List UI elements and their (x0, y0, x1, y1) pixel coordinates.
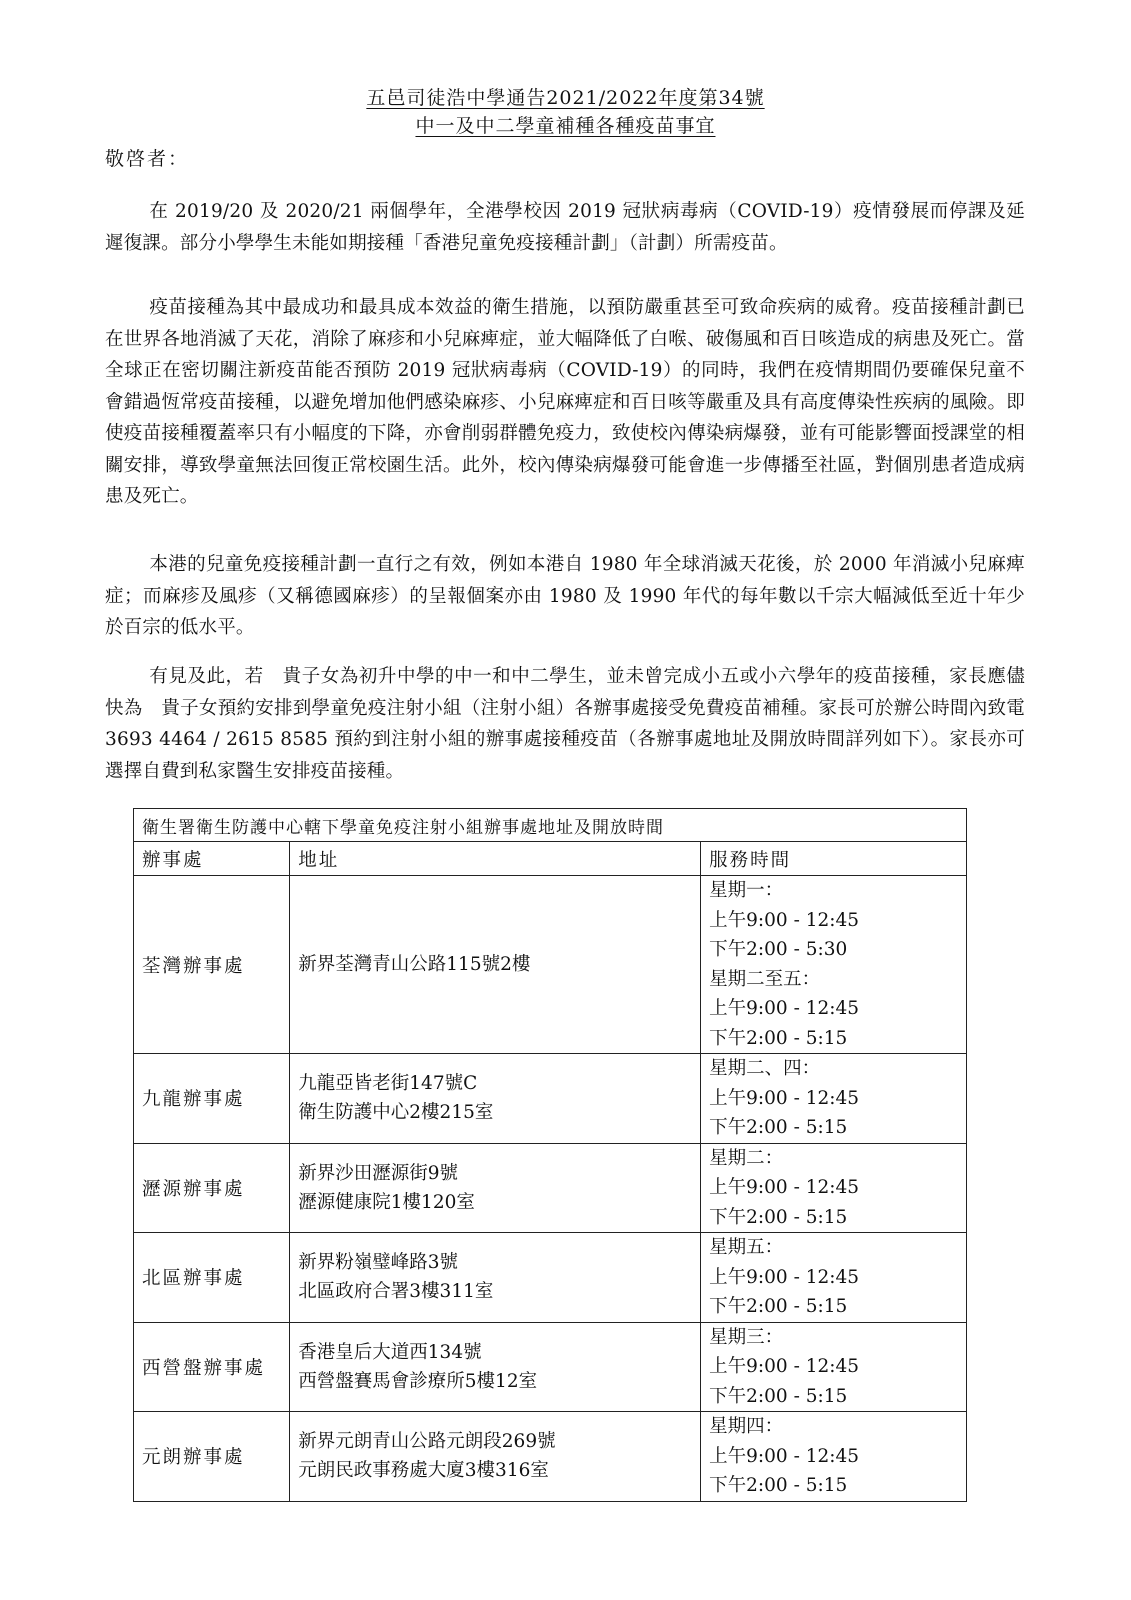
table-row (134, 1412, 967, 1502)
office-name: 西營盤辦事處 (134, 1322, 290, 1412)
office-address (290, 1233, 701, 1323)
table-row (134, 876, 967, 1054)
table-row (134, 1143, 967, 1233)
notice-subtitle: 中一及中二學童補種各種疫苗事宜 (415, 115, 716, 137)
hours-line: 下午2:00 - 5:15 (709, 1385, 848, 1407)
table-row (134, 1322, 967, 1412)
hours-line: 下午2:00 - 5:15 (709, 1027, 848, 1049)
address-line: 北區政府合署3樓311室 (298, 1281, 494, 1303)
hours-line: 星期三： (709, 1326, 784, 1348)
hours-line: 上午9:00 - 12:45 (709, 1177, 860, 1198)
address-line: 新界荃灣青山公路115號2樓 (298, 954, 531, 975)
address-line: 香港皇后大道西134號 (298, 1341, 482, 1363)
table-row (134, 1054, 967, 1144)
paragraph-3: 本港的兒童免疫接種計劃一直行之有效，例如本港自 1980 年全球消滅天花後，於 2000 年消滅小兒麻痺症；而麻疹及風疹（又稱德國麻疹）的呈報個案亦由 1980 及 1990 年代的每年數以千宗大幅減低至近十年少於百宗的低水平。 (105, 554, 1025, 638)
paragraph-2: 疫苗接種為其中最成功和最具成本效益的衛生措施，以預防嚴重甚至可致命疾病的威脅。疫苗接種計劃已在世界各地消滅了天花，消除了麻疹和小兒麻痺症，並大幅降低了白喉、破傷風和百日咳造成的病患及死亡。當全球正在密切關注新疫苗能否預防 2019 冠狀病毒病（COVID-19）的同時，我們在疫情期間仍要確保兒童不會錯過恆常疫苗接種，以避免增加他們感染麻疹、小兒麻痺症和百日咳等嚴重及具有高度傳染性疾病的風險。即使疫苗接種覆蓋率只有小幅度的下降，亦會削弱群體免疫力，致使校內傳染病爆發，並有可能影響面授課堂的相關安排，導致學童無法回復正常校園生活。此外，校內傳染病爆發可能會進一步傳播至社區，對個別患者造成病患及死亡。 (105, 297, 1025, 507)
paragraph-4: 有見及此，若 貴子女為初升中學的中一和中二學生，並未曾完成小五或小六學年的疫苗接種，家長應儘快為 貴子女預約安排到學童免疫注射小組（注射小組）各辦事處接受免費疫苗補種。家長可於辦公時間內致電 3693 4464 / 2615 8585 預約到注射小組的辦事處接種疫苗（各辦事處地址及開放時間詳列如下）。家長亦可選擇自費到私家醫生安排疫苗接種。 (105, 666, 1025, 782)
hours-line: 下午2:00 - 5:15 (709, 1296, 848, 1317)
salutation: 敬啓者： (105, 148, 190, 170)
hours-line: 上午9:00 - 12:45 (709, 909, 860, 931)
notice-title-block (0, 84, 1131, 140)
office-name: 元朗辦事處 (134, 1412, 290, 1502)
office-hours (701, 1322, 967, 1412)
hours-line: 星期二： (709, 1147, 784, 1169)
hours-line: 星期四： (709, 1416, 784, 1437)
address-line: 元朗民政事務處大廈3樓316室 (298, 1460, 549, 1482)
hours-line: 上午9:00 - 12:45 (709, 1445, 860, 1467)
hours-line: 上午9:00 - 12:45 (709, 1266, 860, 1288)
hours-line: 上午9:00 - 12:45 (709, 998, 860, 1019)
address-line: 九龍亞皆老街147號C (298, 1073, 478, 1095)
hours-line: 上午9:00 - 12:45 (709, 1087, 860, 1109)
office-address (290, 1054, 701, 1144)
office-hours (701, 1412, 967, 1502)
address-line: 新界元朗青山公路元朗段269號 (298, 1431, 556, 1453)
office-name: 瀝源辦事處 (134, 1143, 290, 1233)
office-name: 九龍辦事處 (134, 1054, 290, 1144)
office-table (133, 808, 967, 1502)
hours-line: 星期二至五： (709, 968, 821, 990)
address-line: 新界沙田瀝源街9號 (298, 1162, 459, 1184)
hours-line: 下午2:00 - 5:15 (709, 1206, 848, 1228)
hours-line: 下午2:00 - 5:15 (709, 1117, 848, 1138)
paragraph-1: 在 2019/20 及 2020/21 兩個學年，全港學校因 2019 冠狀病毒病（COVID-19）疫情發展而停課及延遲復課。部分小學學生未能如期接種「香港兒童免疫接種計劃」（計劃）所需疫苗。 (105, 201, 1025, 254)
office-hours (701, 1143, 967, 1233)
office-hours (701, 876, 967, 1054)
office-name: 北區辦事處 (134, 1233, 290, 1323)
address-line: 西營盤賽馬會診療所5樓12室 (298, 1370, 538, 1392)
table-header-row (134, 842, 967, 876)
office-address (290, 1322, 701, 1412)
address-line: 新界粉嶺璧峰路3號 (298, 1252, 459, 1274)
hours-line: 下午2:00 - 5:30 (709, 939, 848, 960)
table-caption-row (134, 809, 967, 842)
office-address (290, 1143, 701, 1233)
office-hours (701, 1054, 967, 1144)
office-address (290, 1412, 701, 1502)
office-hours (701, 1233, 967, 1323)
hours-line: 星期五： (709, 1237, 784, 1258)
header-address: 地址 (290, 842, 701, 876)
notice-title: 五邑司徒浩中學通告2021/2022年度第34號 (366, 87, 765, 109)
address-line: 衛生防護中心2樓215室 (298, 1102, 494, 1124)
address-line: 瀝源健康院1樓120室 (298, 1191, 475, 1213)
hours-line: 星期一： (709, 880, 784, 901)
header-office: 辦事處 (134, 842, 290, 876)
hours-line: 上午9:00 - 12:45 (709, 1356, 860, 1377)
hours-line: 下午2:00 - 5:15 (709, 1475, 848, 1496)
header-hours: 服務時間 (701, 842, 967, 876)
table-caption: 衛生署衛生防護中心轄下學童免疫注射小組辦事處地址及開放時間 (134, 809, 967, 842)
office-name: 荃灣辦事處 (134, 876, 290, 1054)
table-row (134, 1233, 967, 1323)
office-address (290, 876, 701, 1054)
office-table-wrapper (133, 808, 967, 1502)
hours-line: 星期二、四： (709, 1058, 821, 1079)
